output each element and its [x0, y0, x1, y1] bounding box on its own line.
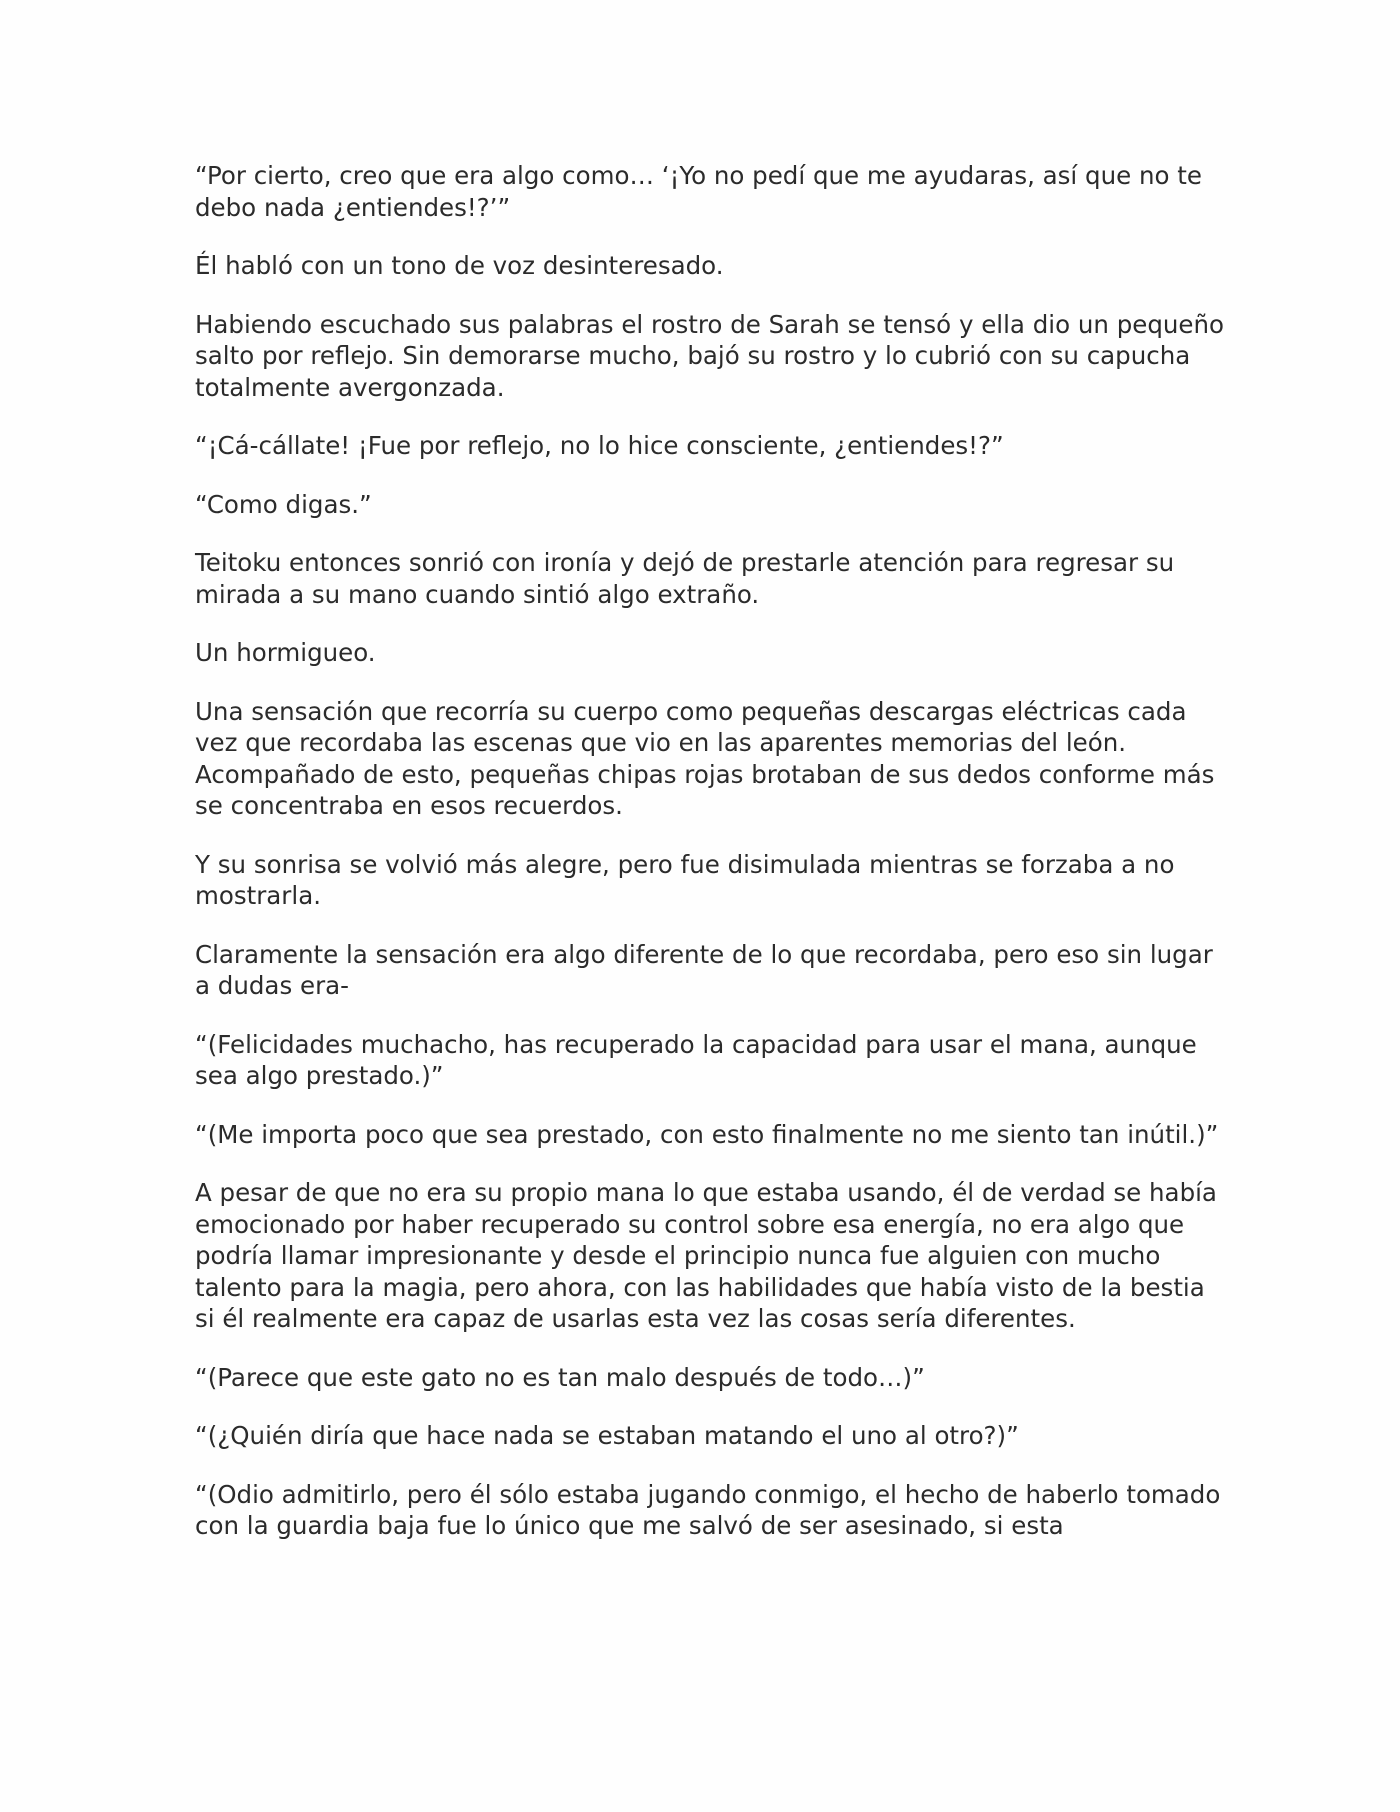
paragraph: Habiendo escuchado sus palabras el rostro de Sarah se tensó y ella dio un pequeño salto por reflejo. Sin demorarse mucho, bajó su rostro y lo cubrió con su capucha totalmente avergonzada. [195, 309, 1224, 402]
paragraph: Y su sonrisa se volvió más alegre, pero fue disimulada mientras se forzaba a no mostrarla. [195, 849, 1175, 910]
paragraph: “(Parece que este gato no es tan malo después de todo…)” [195, 1362, 925, 1392]
paragraph: “Como digas.” [195, 489, 372, 519]
paragraph: Teitoku entonces sonrió con ironía y dejó de prestarle atención para regresar su mirada a su mano cuando sintió algo extraño. [195, 548, 1175, 609]
paragraph: Una sensación que recorría su cuerpo como pequeñas descargas eléctricas cada vez que recordaba las escenas que vio en las aparentes memorias del león. Acompañado de esto, pequeñas chipas rojas brotaban de sus dedos conforme más se concentraba en esos recuerdos. [195, 696, 1215, 820]
paragraph: A pesar de que no era su propio mana lo que estaba usando, él de verdad se había emocionado por haber recuperado su control sobre esa energía, no era algo que podría llamar impresionante y desde el principio nunca fue alguien con mucho talento para la magia, pero ahora, con las habilidades que había visto de la bestia si él realmente era capaz de usarlas esta vez las cosas sería diferentes. [195, 1178, 1217, 1333]
paragraph: “¡Cá-cállate! ¡Fue por reflejo, no lo hice consciente, ¿entiendes!?” [195, 431, 1004, 460]
paragraph: “(¿Quién diría que hace nada se estaban matando el uno al otro?)” [195, 1421, 1019, 1450]
paragraph: Claramente la sensación era algo diferente de lo que recordaba, pero eso sin lugar a dudas era- [195, 939, 1213, 1000]
paragraph: “(Felicidades muchacho, has recuperado la capacidad para usar el mana, aunque sea algo prestado.)” [195, 1029, 1197, 1090]
paragraph: “Por cierto, creo que era algo como… ‘¡Yo no pedí que me ayudaras, así que no te debo nada ¿entiendes!?’” [195, 161, 1202, 222]
paragraph: Un hormigueo. [195, 638, 376, 667]
document-body [195, 160, 1225, 1569]
paragraph: “(Odio admitirlo, pero él sólo estaba jugando conmigo, el hecho de haberlo tomado con la guardia baja fue lo único que me salvó de ser asesinado, si esta [195, 1479, 1221, 1540]
paragraph: “(Me importa poco que sea prestado, con esto finalmente no me siento tan inútil.)” [195, 1119, 1219, 1149]
paragraph: Él habló con un tono de voz desinteresado. [195, 251, 724, 280]
